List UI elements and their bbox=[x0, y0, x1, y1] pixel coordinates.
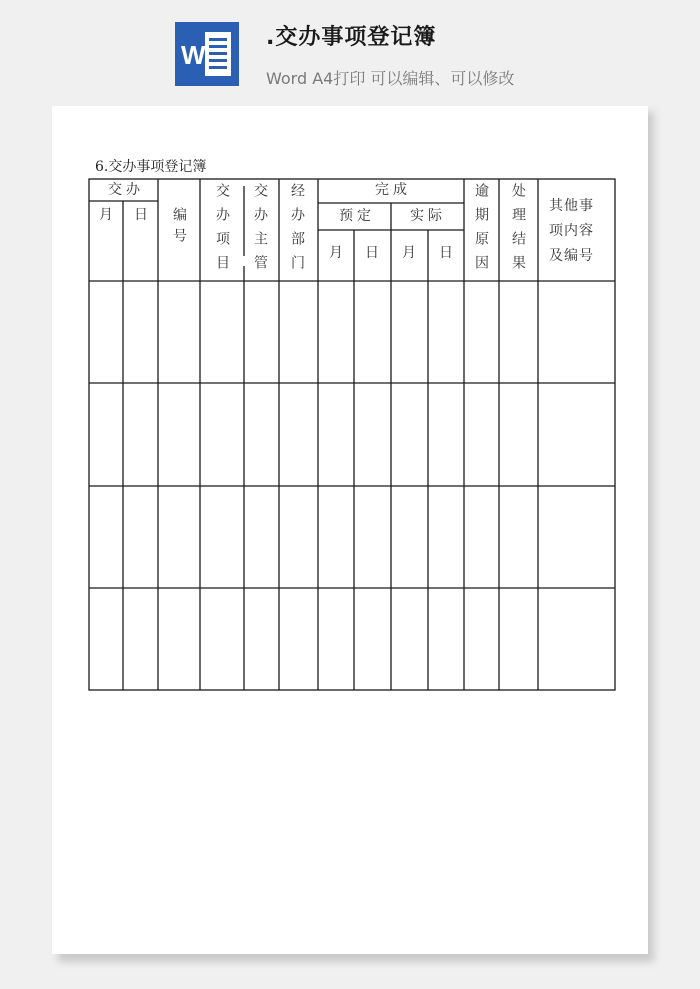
header-actual-month: 月 bbox=[402, 245, 416, 261]
header-overdue-reason: 逾期原因 bbox=[473, 183, 489, 279]
header-assigned-item: 交办项目 bbox=[214, 183, 230, 279]
header bbox=[0, 0, 700, 100]
header-handling-result: 处理结果 bbox=[510, 183, 526, 279]
document-subtitle: Word A4打印 可以编辑、可以修改 bbox=[266, 69, 515, 88]
header-assigned-day: 日 bbox=[134, 207, 148, 223]
header-assigned-month: 月 bbox=[99, 207, 113, 223]
header-handling-dept: 经办部门 bbox=[289, 183, 305, 279]
document-title: .交办事项登记簿 bbox=[266, 25, 437, 50]
header-assigned-supervisor: 交办主管 bbox=[252, 183, 268, 279]
header-number: 编号 bbox=[171, 207, 187, 249]
header-other-items: 其他事项内容及编号 bbox=[549, 198, 594, 264]
word-icon bbox=[175, 22, 239, 86]
header-scheduled-group: 预定 bbox=[339, 208, 375, 224]
document-page bbox=[52, 106, 648, 954]
header-actual-group: 实际 bbox=[410, 208, 446, 224]
header-actual-day: 日 bbox=[439, 245, 453, 261]
header-scheduled-month: 月 bbox=[329, 245, 343, 261]
form-title: 6.交办事项登记簿 bbox=[95, 159, 207, 175]
header-assigned-group: 交办 bbox=[108, 182, 144, 198]
header-completion-group: 完成 bbox=[375, 182, 411, 198]
svg-text:W: W bbox=[181, 40, 206, 70]
header-scheduled-day: 日 bbox=[365, 245, 379, 261]
